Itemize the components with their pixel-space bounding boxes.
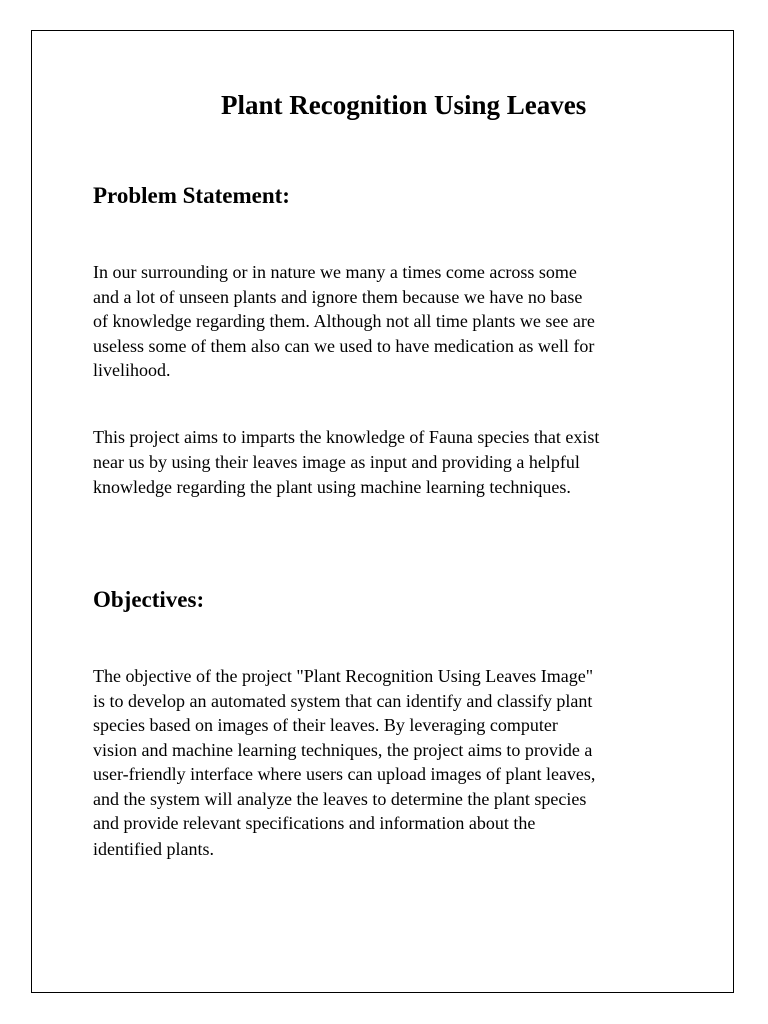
paragraph-line: near us by using their leaves image as input and providing a helpful xyxy=(93,451,580,472)
section-heading-problem-statement: Problem Statement: xyxy=(93,183,290,208)
paragraph-line: is to develop an automated system that can identify and classify plant xyxy=(93,690,593,711)
section-heading-objectives: Objectives: xyxy=(93,587,205,612)
paragraph-line: vision and machine learning techniques, the project aims to provide a xyxy=(93,739,593,760)
paragraph-line: livelihood. xyxy=(93,360,171,380)
problem-statement-paragraph-1 xyxy=(93,260,693,383)
paragraph-line: This project aims to imparts the knowledge of Fauna species that exist xyxy=(93,427,600,447)
paragraph-line: knowledge regarding the plant using machine learning techniques. xyxy=(93,477,571,497)
paragraph-line: useless some of them also can we used to have medication as well for xyxy=(93,335,595,356)
paragraph-line: and a lot of unseen plants and ignore them because we have no base xyxy=(93,286,583,307)
paragraph-line: identified plants. xyxy=(93,838,214,859)
objectives-paragraph xyxy=(93,664,693,861)
paragraph-line: and the system will analyze the leaves to determine the plant species xyxy=(93,788,587,809)
paragraph-line: In our surrounding or in nature we many a times come across some xyxy=(93,262,577,282)
paragraph-line: The objective of the project "Plant Recognition Using Leaves Image" xyxy=(93,666,594,686)
paragraph-line: of knowledge regarding them. Although not all time plants we see are xyxy=(93,311,595,331)
problem-statement-paragraph-2 xyxy=(93,425,693,500)
paragraph-line: species based on images of their leaves. By leveraging computer xyxy=(93,715,558,735)
document-title: Plant Recognition Using Leaves xyxy=(221,90,587,120)
paragraph-line: user-friendly interface where users can upload images of plant leaves, xyxy=(93,764,596,784)
paragraph-line: and provide relevant specifications and information about the xyxy=(93,813,536,833)
